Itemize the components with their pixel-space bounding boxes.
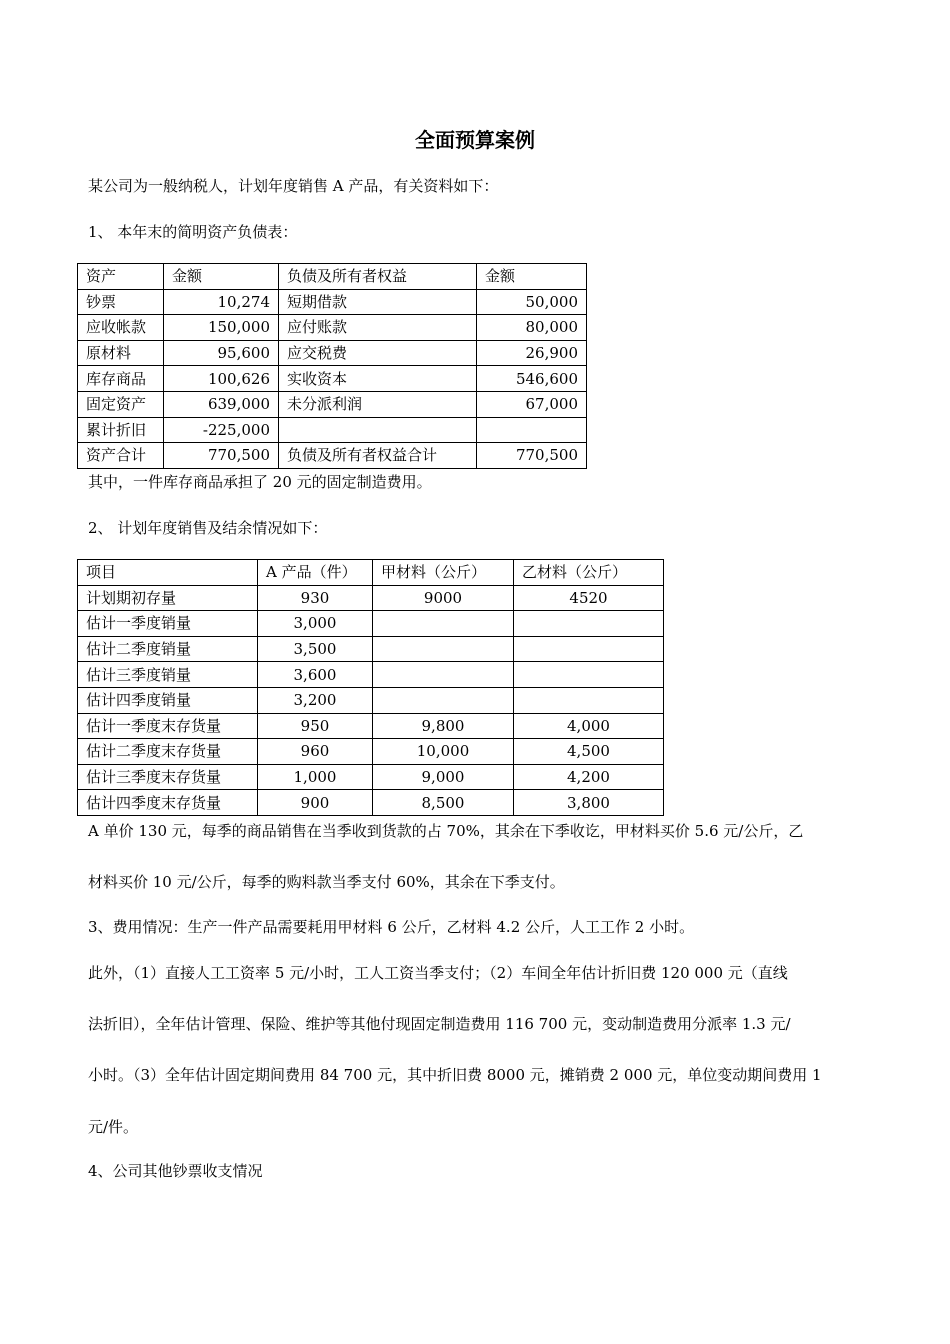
column-header: A 产品（件） [258,560,373,586]
table-cell: 原材料 [78,340,164,366]
table-row [78,790,664,816]
table-cell: 930 [258,585,373,611]
table-cell: 估计一季度销量 [78,611,258,637]
section-4-heading: 4、公司其他钞票收支情况 [88,1162,263,1180]
table-row [78,713,664,739]
column-header: 甲材料（公斤） [373,560,514,586]
column-header: 负债及所有者权益 [279,264,477,290]
table-cell: 固定资产 [78,391,164,417]
cost-paragraph-line-3: 小时。（3）全年估计固定期间费用 84 700 元，其中折旧费 8000 元，摊销费 2 000 元，单位变动期间费用 1 [88,1066,822,1084]
table-cell: 9,800 [373,713,514,739]
table-cell: 3,600 [258,662,373,688]
table-row [78,764,664,790]
table-cell: 1,000 [258,764,373,790]
column-header: 资产 [78,264,164,290]
table-cell: 应交税费 [279,340,477,366]
column-header: 金额 [164,264,279,290]
section-1-heading: 1、 本年末的简明资产负债表： [88,223,298,241]
table-cell [373,636,514,662]
table-row [78,662,664,688]
table-cell: 资产合计 [78,443,164,469]
table-cell: 960 [258,739,373,765]
table-cell: 3,500 [258,636,373,662]
table-row [78,391,587,417]
table-cell: 累计折旧 [78,417,164,443]
table-cell [373,611,514,637]
table-row [78,289,587,315]
table-row [78,636,664,662]
table-cell [514,687,664,713]
cost-paragraph-line-1: 此外，（1）直接人工工资率 5 元/小时，工人工资当季支付；（2）车间全年估计折旧费 120 000 元（直线 [88,964,788,982]
price-paragraph-line-1: A 单价 130 元，每季的商品销售在当季收到货款的占 70%，其余在下季收讫，甲材料买价 5.6 元/公斤，乙 [88,822,804,840]
table-cell: 3,000 [258,611,373,637]
table-cell: 8,500 [373,790,514,816]
table-cell: 应付账款 [279,315,477,341]
table-cell: 50,000 [477,289,587,315]
table-cell [514,662,664,688]
table-cell: 估计三季度末存货量 [78,764,258,790]
table-cell: 未分派利润 [279,391,477,417]
table-row [78,585,664,611]
table-cell: 26,900 [477,340,587,366]
table-cell [279,417,477,443]
table-cell: 950 [258,713,373,739]
table-cell: 库存商品 [78,366,164,392]
price-paragraph-line-2: 材料买价 10 元/公斤，每季的购料款当季支付 60%，其余在下季支付。 [88,873,565,891]
table-cell: 546,600 [477,366,587,392]
table-cell: 应收帐款 [78,315,164,341]
table-cell: 10,274 [164,289,279,315]
table-cell: 4,200 [514,764,664,790]
sales-inventory-table [77,559,664,816]
table-cell: 负债及所有者权益合计 [279,443,477,469]
table-cell: 100,626 [164,366,279,392]
column-header: 项目 [78,560,258,586]
table-cell: 4,500 [514,739,664,765]
table-cell: 估计三季度销量 [78,662,258,688]
table-cell: 80,000 [477,315,587,341]
cost-paragraph-line-4: 元/件。 [88,1118,139,1136]
table-cell: 67,000 [477,391,587,417]
table-row [78,315,587,341]
table-cell [514,611,664,637]
table-cell: 估计一季度末存货量 [78,713,258,739]
column-header: 金额 [477,264,587,290]
table-cell: 短期借款 [279,289,477,315]
table-cell: 4520 [514,585,664,611]
table-cell: 639,000 [164,391,279,417]
balance-sheet-table [77,263,587,469]
table-cell: 3,800 [514,790,664,816]
table-cell: 计划期初存量 [78,585,258,611]
table-cell: 770,500 [164,443,279,469]
column-header: 乙材料（公斤） [514,560,664,586]
table-cell: 实收资本 [279,366,477,392]
table-row [78,366,587,392]
table-cell: 95,600 [164,340,279,366]
table-cell: 10,000 [373,739,514,765]
table-row [78,417,587,443]
section-3-heading: 3、费用情况：生产一件产品需要耗用甲材料 6 公斤，乙材料 4.2 公斤，人工工作 2 小时。 [88,918,695,936]
table-header-row [78,560,664,586]
table-cell: 770,500 [477,443,587,469]
section-2-heading: 2、 计划年度销售及结余情况如下： [88,519,328,537]
intro-paragraph: 某公司为一般纳税人，计划年度销售 A 产品，有关资料如下： [88,177,499,195]
table-cell [373,662,514,688]
table-cell: 900 [258,790,373,816]
table-cell: 钞票 [78,289,164,315]
cost-paragraph-line-2: 法折旧），全年估计管理、保险、维护等其他付现固定制造费用 116 700 元，变动制造费用分派率 1.3 元/ [88,1015,791,1033]
table-cell: 150,000 [164,315,279,341]
note-fixed-overhead: 其中，一件库存商品承担了 20 元的固定制造费用。 [88,473,432,491]
table-header-row [78,264,587,290]
table-cell: 9,000 [373,764,514,790]
table-cell [477,417,587,443]
table-cell: 4,000 [514,713,664,739]
table-cell: 9000 [373,585,514,611]
table-cell [514,636,664,662]
table-cell: -225,000 [164,417,279,443]
document-title: 全面预算案例 [415,128,535,152]
table-row [78,340,587,366]
table-cell: 估计二季度销量 [78,636,258,662]
table-row [78,443,587,469]
table-cell [373,687,514,713]
table-cell: 估计二季度末存货量 [78,739,258,765]
table-cell: 估计四季度末存货量 [78,790,258,816]
table-row [78,739,664,765]
table-cell: 估计四季度销量 [78,687,258,713]
table-row [78,687,664,713]
table-cell: 3,200 [258,687,373,713]
table-row [78,611,664,637]
